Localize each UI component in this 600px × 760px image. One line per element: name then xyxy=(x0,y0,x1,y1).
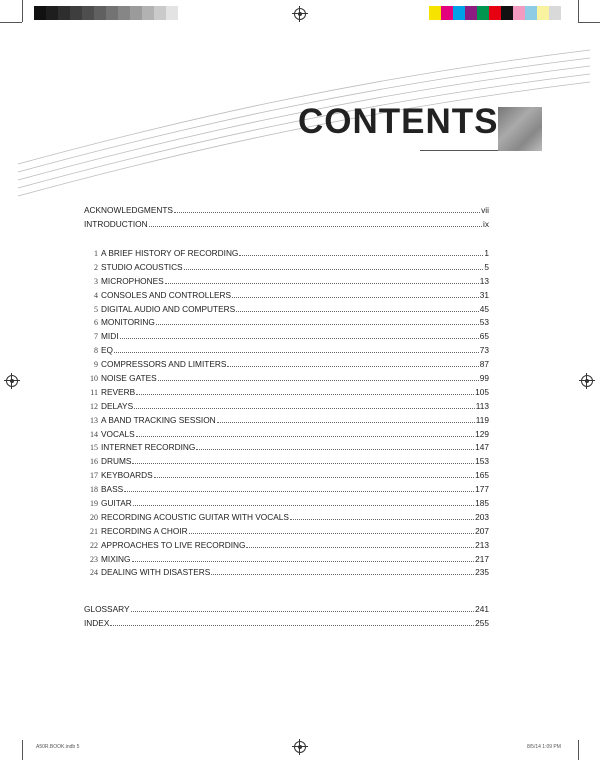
toc-entry xyxy=(87,567,489,581)
dot-leader xyxy=(132,561,475,562)
toc-entry xyxy=(87,442,489,456)
entry-title: REVERB xyxy=(101,386,136,397)
chapter-number: 10 xyxy=(90,374,98,384)
dot-leader xyxy=(136,394,474,395)
toc-entry xyxy=(87,317,489,331)
dot-leader xyxy=(174,212,480,213)
dot-leader xyxy=(184,269,484,270)
entry-title: MIXING xyxy=(101,553,131,564)
page-number: 147 xyxy=(475,442,489,453)
chapter-number: 1 xyxy=(94,249,98,258)
entry-title: DIGITAL AUDIO AND COMPUTERS xyxy=(101,303,236,314)
entry-title: CONSOLES AND CONTROLLERS xyxy=(101,289,232,300)
dot-leader xyxy=(246,547,474,548)
toc-entry xyxy=(87,429,489,443)
page-number: 13 xyxy=(479,275,489,286)
date-slug: 8/5/14 1:09 PM xyxy=(527,744,561,750)
page-number: 185 xyxy=(475,498,489,509)
title-graphic xyxy=(498,107,542,151)
dot-leader xyxy=(236,311,479,312)
dot-leader xyxy=(232,297,479,298)
dot-leader xyxy=(132,463,474,464)
toc-entry xyxy=(87,373,489,387)
toc-entry xyxy=(87,387,489,401)
entry-title: APPROACHES TO LIVE RECORDING xyxy=(101,539,246,550)
crop-mark xyxy=(22,740,23,760)
toc-chapters xyxy=(87,248,489,581)
toc-entry xyxy=(87,498,489,512)
chapter-number: 15 xyxy=(90,443,98,453)
page-number: 1 xyxy=(484,248,489,258)
chapter-number: 16 xyxy=(90,457,98,467)
chapter-number: 5 xyxy=(94,304,98,314)
toc-entry xyxy=(87,290,489,304)
chapter-number: 12 xyxy=(90,401,98,411)
entry-title: GUITAR xyxy=(101,498,132,509)
chapter-number: 2 xyxy=(94,262,98,272)
page-number: vii xyxy=(481,205,489,215)
page-number: 5 xyxy=(484,261,489,272)
dot-leader xyxy=(156,324,479,325)
entry-title: EQ xyxy=(101,345,113,356)
toc-entry xyxy=(84,604,489,618)
chapter-number: 9 xyxy=(94,360,98,370)
toc-entry xyxy=(87,456,489,470)
page-number: 53 xyxy=(479,317,489,328)
chapter-number: 11 xyxy=(90,387,98,397)
dot-leader xyxy=(189,533,474,534)
entry-title: MIDI xyxy=(101,331,119,342)
chapter-number: 22 xyxy=(90,540,98,550)
entry-title: VOCALS xyxy=(101,428,135,439)
dot-leader xyxy=(136,436,474,437)
crop-mark xyxy=(578,740,579,760)
chapter-number: 14 xyxy=(90,429,98,439)
toc-front-matter xyxy=(84,205,489,233)
page-number: 65 xyxy=(479,331,489,342)
entry-title: INTRODUCTION xyxy=(84,218,148,229)
chapter-number: 18 xyxy=(90,485,98,495)
chapter-number: 4 xyxy=(94,290,98,300)
page-number: ix xyxy=(483,218,489,229)
chapter-number: 7 xyxy=(94,332,98,342)
toc-entry xyxy=(87,415,489,429)
dot-leader xyxy=(211,574,474,575)
entry-title: A BRIEF HISTORY OF RECORDING xyxy=(101,248,239,258)
dot-leader xyxy=(124,491,474,492)
toc-entry xyxy=(87,359,489,373)
toc-entry xyxy=(87,345,489,359)
dot-leader xyxy=(239,255,483,256)
toc-entry xyxy=(87,304,489,318)
dot-leader xyxy=(154,477,475,478)
registration-mark-icon xyxy=(581,375,593,387)
dot-leader xyxy=(290,519,474,520)
registration-mark-icon xyxy=(294,741,306,753)
entry-title: KEYBOARDS xyxy=(101,470,153,481)
chapter-number: 17 xyxy=(90,471,98,481)
chapter-number: 20 xyxy=(90,512,98,522)
entry-title: BASS xyxy=(101,484,124,495)
page-number: 119 xyxy=(475,414,489,425)
page-number: 217 xyxy=(475,553,489,564)
dot-leader xyxy=(149,226,482,227)
file-slug: A50R.BOOK.indb 5 xyxy=(36,744,80,750)
toc-entry xyxy=(87,554,489,568)
entry-title: INDEX xyxy=(84,617,110,628)
dot-leader xyxy=(158,380,479,381)
page-number: 87 xyxy=(479,359,489,370)
entry-title: INTERNET RECORDING xyxy=(101,442,196,453)
page-number: 73 xyxy=(479,345,489,356)
toc-entry xyxy=(84,205,489,219)
music-staff-decoration xyxy=(0,0,600,200)
page-number: 99 xyxy=(479,373,489,384)
entry-title: MONITORING xyxy=(101,317,155,328)
page-number: 241 xyxy=(475,604,489,614)
chapter-number: 24 xyxy=(90,568,98,578)
page-number: 165 xyxy=(475,470,489,481)
entry-title: GLOSSARY xyxy=(84,604,130,614)
entry-title: DELAYS xyxy=(101,400,134,411)
page-number: 105 xyxy=(475,386,489,397)
dot-leader xyxy=(120,338,479,339)
page-number: 203 xyxy=(475,511,489,522)
page-number: 207 xyxy=(475,525,489,536)
dot-leader xyxy=(110,625,474,626)
dot-leader xyxy=(165,283,479,284)
toc-entry xyxy=(87,401,489,415)
dot-leader xyxy=(227,366,478,367)
page-number: 31 xyxy=(479,289,489,300)
entry-title: STUDIO ACOUSTICS xyxy=(101,261,183,272)
entry-title: DEALING WITH DISASTERS xyxy=(101,567,211,578)
toc-entry xyxy=(87,526,489,540)
toc-entry xyxy=(87,262,489,276)
toc-entry xyxy=(87,276,489,290)
entry-title: RECORDING A CHOIR xyxy=(101,525,188,536)
dot-leader xyxy=(131,611,475,612)
entry-title: A BAND TRACKING SESSION xyxy=(101,414,216,425)
dot-leader xyxy=(134,408,475,409)
page-number: 153 xyxy=(475,456,489,467)
chapter-number: 6 xyxy=(94,318,98,328)
page-number: 129 xyxy=(475,428,489,439)
entry-title: RECORDING ACOUSTIC GUITAR WITH VOCALS xyxy=(101,511,289,522)
page-number: 113 xyxy=(475,400,489,411)
registration-mark-icon xyxy=(6,375,18,387)
title-underline xyxy=(420,150,498,151)
page-title: CONTENTS xyxy=(298,102,499,141)
chapter-number: 23 xyxy=(90,554,98,564)
entry-title: NOISE GATES xyxy=(101,373,157,384)
page-number: 177 xyxy=(475,484,489,495)
chapter-number: 13 xyxy=(90,415,98,425)
toc-entry xyxy=(84,219,489,233)
toc-entry xyxy=(87,331,489,345)
toc-back-matter xyxy=(84,604,489,632)
toc-entry xyxy=(87,540,489,554)
chapter-number: 3 xyxy=(94,276,98,286)
entry-title: ACKNOWLEDGMENTS xyxy=(84,205,173,215)
dot-leader xyxy=(196,449,474,450)
page-number: 255 xyxy=(475,617,489,628)
entry-title: DRUMS xyxy=(101,456,132,467)
dot-leader xyxy=(217,422,475,423)
entry-title: MICROPHONES xyxy=(101,275,164,286)
dot-leader xyxy=(114,352,479,353)
page-number: 45 xyxy=(479,303,489,314)
page-number: 235 xyxy=(475,567,489,578)
dot-leader xyxy=(133,505,474,506)
toc-entry xyxy=(84,618,489,632)
toc-entry xyxy=(87,484,489,498)
chapter-number: 8 xyxy=(94,346,98,356)
page-number: 213 xyxy=(475,539,489,550)
toc-entry xyxy=(87,248,489,262)
chapter-number: 19 xyxy=(90,499,98,509)
toc-entry xyxy=(87,512,489,526)
entry-title: COMPRESSORS AND LIMITERS xyxy=(101,359,227,370)
chapter-number: 21 xyxy=(90,526,98,536)
toc-entry xyxy=(87,470,489,484)
